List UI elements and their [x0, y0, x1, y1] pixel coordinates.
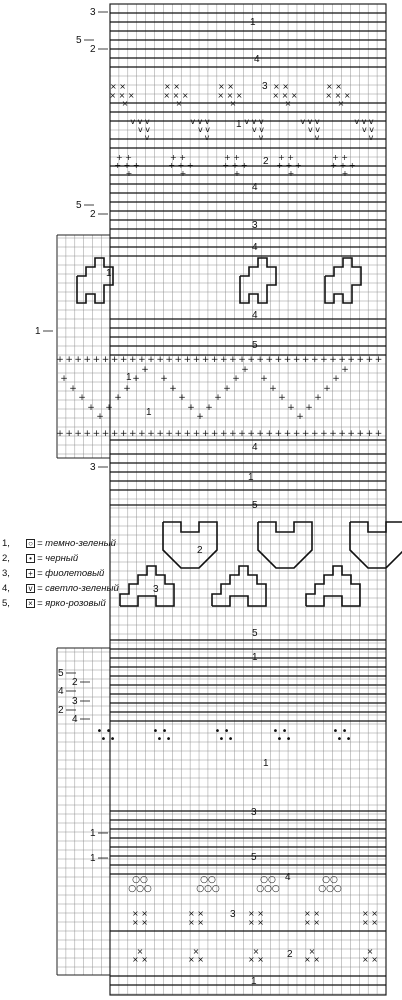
svg-text:+: + — [65, 429, 73, 439]
svg-text:+: + — [192, 355, 201, 365]
legend-number: 2, — [2, 553, 10, 564]
svg-text:• •: • • — [276, 734, 292, 745]
svg-text:+: + — [256, 429, 264, 439]
svg-text:○○: ○○ — [322, 875, 338, 885]
svg-text:+: + — [183, 429, 192, 439]
row-marker-label: 5 — [76, 35, 82, 46]
svg-text:v v: v v — [361, 125, 375, 134]
svg-text:+: + — [169, 384, 177, 394]
svg-text:×: × — [308, 947, 316, 956]
svg-text:+: + — [174, 429, 183, 439]
svg-text:+: + — [156, 429, 164, 439]
svg-text:+: + — [323, 384, 331, 394]
svg-text:+: + — [238, 355, 246, 365]
legend-label: = светло-зеленый — [37, 583, 119, 594]
svg-text:+: + — [165, 355, 173, 365]
svg-text:v v: v v — [307, 125, 321, 134]
svg-text:+ +: + + — [332, 153, 348, 162]
svg-text:+: + — [274, 355, 283, 365]
check-icon: v — [26, 584, 35, 593]
svg-text:× ×: × × — [132, 955, 148, 964]
svg-text:× ×: × × — [304, 909, 320, 918]
stripe-label: 5 — [252, 628, 258, 639]
legend-item-light-green — [2, 581, 124, 596]
svg-text:× ×: × × — [248, 918, 264, 927]
svg-text:+: + — [196, 412, 204, 422]
svg-text:○○○: ○○○ — [196, 884, 220, 894]
svg-text:○○: ○○ — [132, 875, 148, 885]
stripe-label: 4 — [285, 872, 291, 883]
svg-text:+ + +: + + + — [330, 161, 356, 170]
svg-text:×: × — [337, 99, 345, 108]
svg-text:+: + — [83, 429, 92, 439]
svg-text:+: + — [101, 429, 110, 439]
svg-text:×: × — [229, 99, 237, 108]
cross-icon: × — [26, 599, 35, 608]
legend-label: = черный — [37, 553, 79, 564]
svg-text:• •: • • — [336, 734, 352, 745]
svg-text:+: + — [347, 355, 355, 365]
svg-text:+: + — [269, 384, 277, 394]
svg-text:+: + — [160, 374, 168, 384]
svg-text:+: + — [78, 393, 86, 403]
svg-text:+: + — [129, 429, 137, 439]
svg-text:+: + — [60, 374, 68, 384]
stripe-label: 4 — [252, 182, 258, 193]
svg-text:+: + — [69, 384, 77, 394]
row-marker-label: 2 — [90, 44, 96, 55]
stripe-label: 3 — [153, 584, 159, 595]
svg-text:+: + — [247, 429, 255, 439]
svg-text:+ + +: + + + — [276, 161, 302, 170]
svg-text:× × ×: × × × — [325, 91, 351, 100]
svg-text:×: × — [136, 947, 144, 956]
stripe-label: 1 — [251, 976, 257, 987]
svg-text:+ +: + + — [224, 153, 240, 162]
stripe-label: 1 — [126, 372, 132, 383]
legend-label: = темно-зеленый — [37, 538, 116, 549]
svg-text:× ×: × × — [188, 909, 204, 918]
svg-text:+: + — [210, 429, 219, 439]
svg-text:× ×: × × — [188, 918, 204, 927]
svg-text:+: + — [301, 355, 310, 365]
svg-text:× × ×: × × × — [163, 91, 189, 100]
svg-text:• •: • • — [218, 734, 234, 745]
circle-icon: ○ — [26, 539, 35, 548]
svg-text:+: + — [296, 412, 304, 422]
stripe-label: 5 — [251, 852, 257, 863]
svg-text:+: + — [147, 429, 155, 439]
svg-text:× ×: × × — [218, 82, 234, 91]
svg-text:• •: • • — [156, 734, 172, 745]
legend-number: 1, — [2, 538, 10, 549]
svg-text:+: + — [119, 355, 128, 365]
svg-text:×: × — [252, 947, 260, 956]
svg-text:+ +: + + — [170, 153, 186, 162]
svg-text:○○○: ○○○ — [318, 884, 342, 894]
svg-text:+: + — [292, 429, 301, 439]
row-marker-label: 4 — [72, 714, 78, 725]
svg-text:+: + — [123, 384, 131, 394]
svg-text:v v v: v v v — [300, 117, 320, 126]
svg-text:+: + — [74, 355, 82, 365]
svg-text:+: + — [87, 403, 95, 413]
svg-text:v v: v v — [251, 125, 265, 134]
svg-text:v v v: v v v — [190, 117, 210, 126]
svg-text:○○○: ○○○ — [256, 884, 280, 894]
svg-text:+: + — [83, 355, 92, 365]
svg-text:+: + — [96, 412, 104, 422]
svg-text:v v v: v v v — [244, 117, 264, 126]
plus-icon: + — [26, 569, 35, 578]
svg-text:×: × — [121, 99, 129, 108]
svg-text:+: + — [205, 403, 213, 413]
stripe-label: 3 — [262, 81, 268, 92]
svg-text:+: + — [125, 169, 133, 178]
svg-text:+: + — [292, 355, 301, 365]
svg-text:+: + — [305, 403, 313, 413]
legend-number: 4, — [2, 583, 10, 594]
legend-item-dark-green — [2, 536, 124, 551]
svg-text:+: + — [92, 429, 101, 439]
stripe-label: 3 — [230, 909, 236, 920]
svg-text:+: + — [329, 429, 337, 439]
svg-text:+: + — [274, 429, 283, 439]
svg-text:+: + — [138, 355, 146, 365]
svg-text:+: + — [311, 355, 319, 365]
svg-text:+: + — [129, 355, 137, 365]
svg-text:v v v: v v v — [130, 117, 150, 126]
row-marker-label: 3 — [72, 696, 78, 707]
svg-text:× ×: × × — [362, 909, 378, 918]
stripe-label: 1 — [236, 119, 242, 130]
svg-text:v v: v v — [137, 125, 151, 134]
svg-text:+: + — [374, 355, 383, 365]
svg-text:× ×: × × — [304, 955, 320, 964]
svg-text:○○○: ○○○ — [128, 884, 152, 894]
svg-text:• •: • • — [332, 726, 348, 737]
svg-text:+: + — [233, 169, 241, 178]
row-marker-label: 2 — [90, 209, 96, 220]
color-legend — [2, 536, 124, 611]
svg-text:+ + +: + + + — [168, 161, 194, 170]
svg-text:+: + — [210, 355, 219, 365]
svg-text:× × ×: × × × — [109, 91, 135, 100]
svg-text:+: + — [141, 365, 149, 375]
stripe-label: 1 — [106, 268, 112, 279]
svg-text:+ +: + + — [116, 153, 132, 162]
svg-text:+: + — [374, 429, 383, 439]
svg-text:+: + — [278, 393, 286, 403]
svg-text:+: + — [247, 355, 255, 365]
row-marker-label: 5 — [58, 668, 64, 679]
svg-text:+: + — [238, 429, 246, 439]
svg-text:+: + — [201, 355, 210, 365]
row-marker-label: 2 — [58, 705, 64, 716]
svg-text:• •: • • — [152, 726, 168, 737]
svg-text:+: + — [214, 393, 222, 403]
stripe-label: 2 — [197, 545, 203, 556]
svg-text:× ×: × × — [248, 909, 264, 918]
svg-text:+: + — [265, 355, 274, 365]
svg-text:× ×: × × — [304, 918, 320, 927]
svg-text:v: v — [144, 133, 150, 142]
svg-text:+: + — [314, 393, 322, 403]
svg-text:+: + — [156, 355, 164, 365]
svg-text:×: × — [284, 99, 292, 108]
row-marker-label: 2 — [72, 677, 78, 688]
legend-label: = ярко-розовый — [37, 598, 106, 609]
legend-label: = фиолетовый — [37, 568, 105, 579]
svg-text:+: + — [320, 355, 328, 365]
stripe-label: 2 — [263, 156, 269, 167]
svg-text:× ×: × × — [362, 918, 378, 927]
svg-text:+: + — [265, 429, 274, 439]
legend-item-bright-pink — [2, 596, 124, 611]
svg-text:○○: ○○ — [260, 875, 276, 885]
svg-text:+: + — [283, 429, 292, 439]
svg-text:× ×: × × — [110, 82, 126, 91]
legend-number: 5, — [2, 598, 10, 609]
svg-text:+: + — [74, 429, 82, 439]
stripe-label: 4 — [252, 242, 258, 253]
stripe-label: 1 — [146, 407, 152, 418]
stripe-label: 4 — [252, 442, 258, 453]
dot-icon: • — [26, 554, 35, 563]
svg-text:+: + — [56, 355, 64, 365]
svg-text:+: + — [178, 393, 186, 403]
svg-text:• •: • • — [100, 734, 116, 745]
row-marker-label: 1 — [90, 828, 96, 839]
row-marker-label: 4 — [58, 686, 64, 697]
svg-text:× ×: × × — [326, 82, 342, 91]
stripe-label: 1 — [263, 758, 269, 769]
svg-text:+ + +: + + + — [222, 161, 248, 170]
svg-text:+: + — [341, 365, 349, 375]
svg-text:+: + — [347, 429, 355, 439]
svg-text:v: v — [368, 133, 374, 142]
svg-text:× × ×: × × × — [272, 91, 298, 100]
row-marker-label: 5 — [76, 200, 82, 211]
stripe-label: 5 — [252, 340, 258, 351]
stripe-label: 5 — [252, 500, 258, 511]
svg-text:+: + — [187, 403, 195, 413]
svg-text:+: + — [365, 429, 374, 439]
svg-text:× ×: × × — [273, 82, 289, 91]
svg-text:+: + — [232, 374, 240, 384]
svg-text:v v v: v v v — [354, 117, 374, 126]
svg-text:+: + — [165, 429, 173, 439]
svg-text:○○: ○○ — [200, 875, 216, 885]
svg-text:+: + — [101, 355, 110, 365]
svg-text:• •: • • — [96, 726, 112, 737]
svg-text:+: + — [174, 355, 183, 365]
svg-text:+: + — [283, 355, 292, 365]
svg-text:+: + — [338, 429, 346, 439]
svg-text:+: + — [329, 355, 337, 365]
row-marker-label: 3 — [90, 7, 96, 18]
svg-text:+: + — [110, 429, 119, 439]
svg-text:+: + — [132, 374, 140, 384]
svg-text:+: + — [110, 355, 119, 365]
svg-text:+: + — [105, 403, 113, 413]
svg-text:+: + — [114, 393, 122, 403]
svg-text:+: + — [256, 355, 264, 365]
svg-text:×: × — [192, 947, 200, 956]
svg-text:+: + — [192, 429, 201, 439]
svg-text:+: + — [332, 374, 340, 384]
svg-text:• •: • • — [214, 726, 230, 737]
svg-text:+: + — [356, 355, 365, 365]
stripe-label: 1 — [250, 17, 256, 28]
svg-text:× ×: × × — [132, 918, 148, 927]
svg-text:+: + — [223, 384, 231, 394]
svg-text:+: + — [179, 169, 187, 178]
svg-text:+: + — [183, 355, 192, 365]
svg-text:× ×: × × — [188, 955, 204, 964]
svg-text:+: + — [229, 429, 237, 439]
svg-text:+: + — [119, 429, 128, 439]
svg-text:+: + — [287, 169, 295, 178]
svg-text:+: + — [356, 429, 365, 439]
svg-text:× ×: × × — [132, 909, 148, 918]
svg-text:+: + — [65, 355, 73, 365]
stripe-label: 4 — [254, 54, 260, 65]
stripe-label: 4 — [252, 310, 258, 321]
legend-number: 3, — [2, 568, 10, 579]
svg-text:× ×: × × — [248, 955, 264, 964]
svg-text:v: v — [314, 133, 320, 142]
svg-text:+: + — [147, 355, 155, 365]
svg-text:+: + — [220, 429, 228, 439]
svg-text:+: + — [260, 374, 268, 384]
svg-text:+: + — [287, 403, 295, 413]
svg-text:v: v — [258, 133, 264, 142]
svg-text:+: + — [201, 429, 210, 439]
svg-text:×: × — [175, 99, 183, 108]
stripe-label: 1 — [248, 472, 254, 483]
svg-text:+: + — [365, 355, 374, 365]
svg-text:+: + — [241, 365, 249, 375]
legend-item-black — [2, 551, 124, 566]
svg-text:+: + — [56, 429, 64, 439]
svg-text:+: + — [338, 355, 346, 365]
svg-text:× ×: × × — [362, 955, 378, 964]
stripe-label: 3 — [251, 807, 257, 818]
svg-text:×: × — [366, 947, 374, 956]
svg-text:× ×: × × — [164, 82, 180, 91]
stripe-label: 1 — [252, 652, 258, 663]
legend-item-purple — [2, 566, 124, 581]
row-marker-label: 3 — [90, 462, 96, 473]
svg-text:+: + — [341, 169, 349, 178]
svg-text:+: + — [311, 429, 319, 439]
svg-text:v: v — [204, 133, 210, 142]
svg-text:v v: v v — [197, 125, 211, 134]
row-marker-label: 1 — [90, 853, 96, 864]
svg-text:× × ×: × × × — [217, 91, 243, 100]
svg-text:+: + — [301, 429, 310, 439]
row-marker-label: 1 — [35, 326, 41, 337]
svg-text:+: + — [138, 429, 146, 439]
svg-text:+ + +: + + + — [114, 161, 140, 170]
svg-text:+: + — [220, 355, 228, 365]
svg-text:+: + — [229, 355, 237, 365]
svg-text:+: + — [320, 429, 328, 439]
svg-text:• •: • • — [272, 726, 288, 737]
svg-text:+: + — [92, 355, 101, 365]
stripe-label: 3 — [252, 220, 258, 231]
svg-text:+ +: + + — [278, 153, 294, 162]
stripe-label: 2 — [287, 949, 293, 960]
